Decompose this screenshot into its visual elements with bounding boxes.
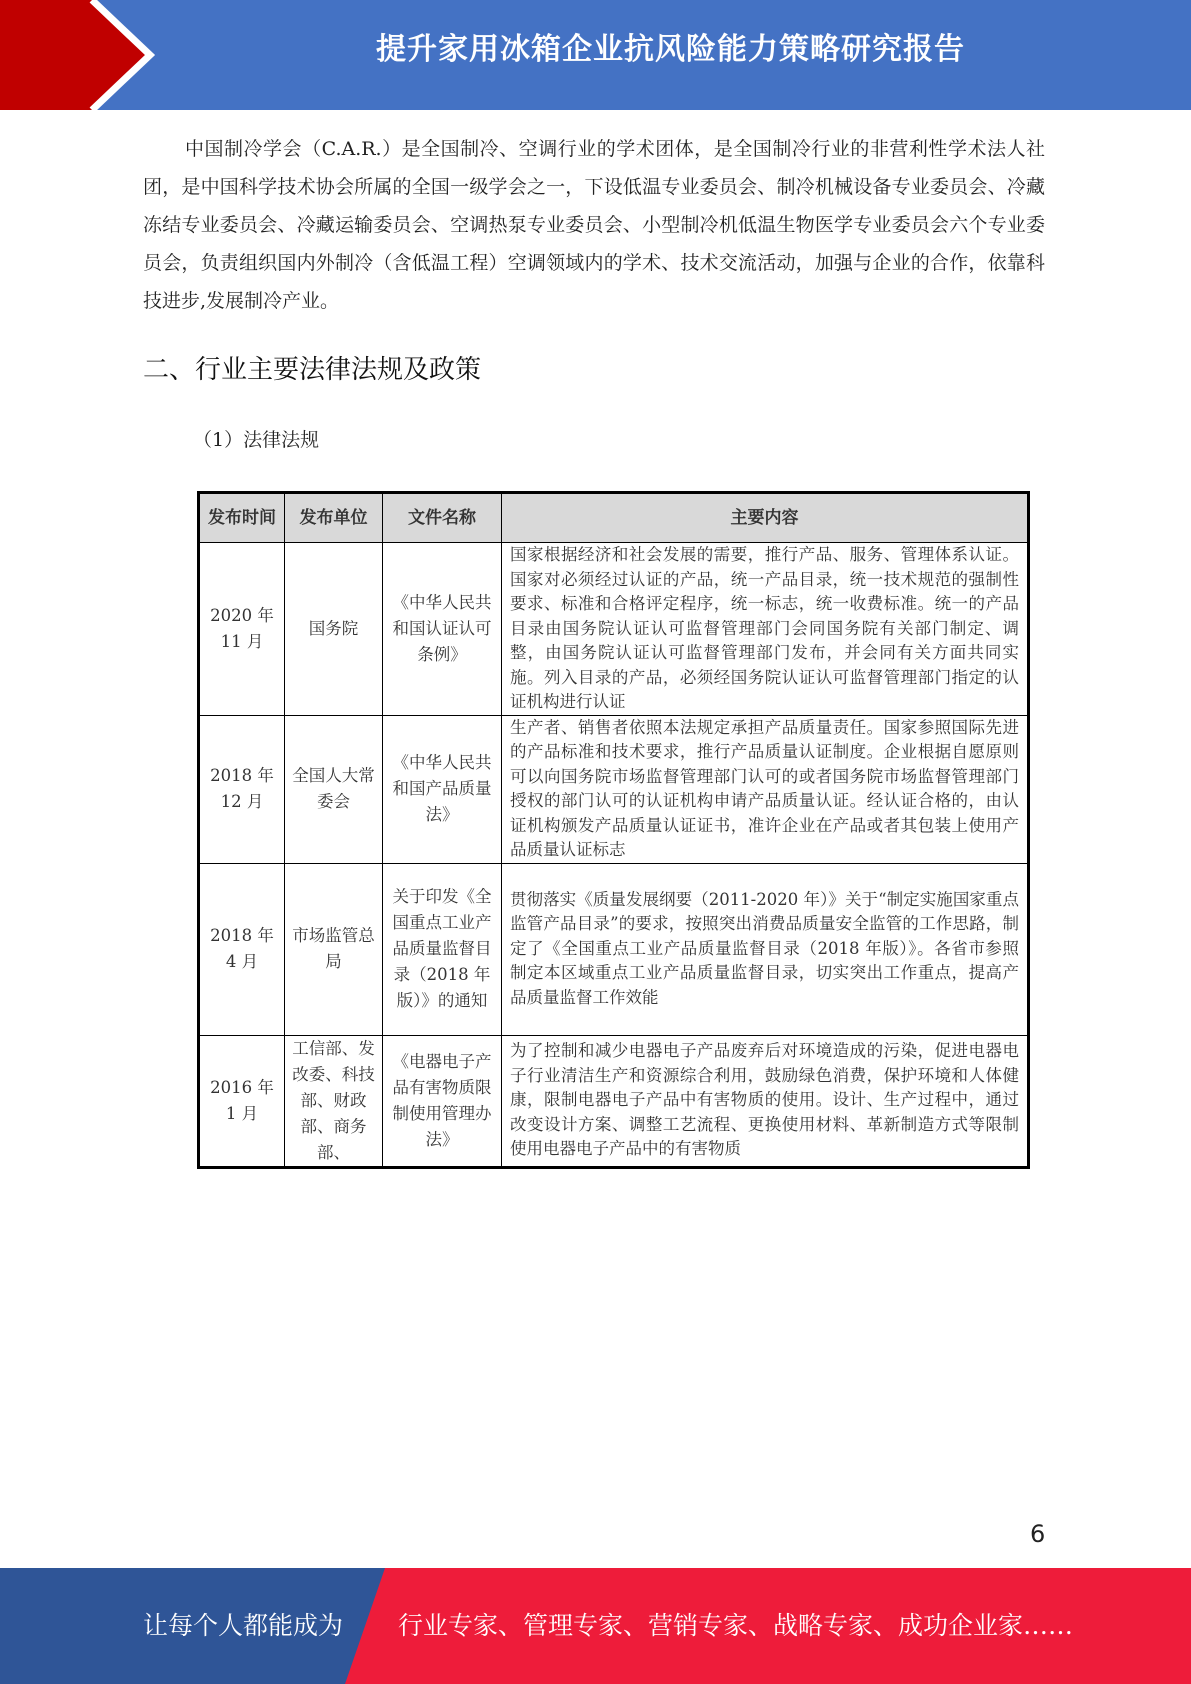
header-unit: 发布单位 xyxy=(285,493,383,543)
cell-content: 国家根据经济和社会发展的需要，推行产品、服务、管理体系认证。国家对必须经过认证的产品，统一产品目录，统一技术规范的强制性要求、标准和合格评定程序，统一标志，统一收费标准。统一的产品目录由国务院认证认可监督管理部门会同国务院有关部门制定、调整，由国务院认证认可监督管理部门发布，并会同有关方面共同实施。列入目录的产品，必须经国务院认证认可监督管理部门指定的认证机构进行认证 xyxy=(502,543,1029,716)
table-row xyxy=(199,863,1029,1035)
cell-time: 2020 年 11 月 xyxy=(199,543,285,716)
cell-unit: 全国人大常委会 xyxy=(285,715,383,863)
cell-unit: 国务院 xyxy=(285,543,383,716)
page-number: 6 xyxy=(1030,1520,1046,1548)
table-row xyxy=(199,715,1029,863)
table-row xyxy=(199,1035,1029,1167)
cell-time: 2018 年 12 月 xyxy=(199,715,285,863)
cell-name: 关于印发《全国重点工业产品质量监督目录（2018 年版）》的通知 xyxy=(383,863,502,1035)
report-title: 提升家用冰箱企业抗风险能力策略研究报告 xyxy=(376,32,965,67)
cell-name: 《中华人民共和国认证认可条例》 xyxy=(383,543,502,716)
section-heading: 二、行业主要法律法规及政策 xyxy=(143,355,482,385)
main-content xyxy=(143,130,1045,460)
page-footer xyxy=(0,1568,1191,1684)
intro-paragraph: 中国制冷学会（C.A.R.）是全国制冷、空调行业的学术团体，是全国制冷行业的非营利性学术法人社团，是中国科学技术协会所属的全国一级学会之一，下设低温专业委员会、制冷机械设备专业委员会、冷藏冻结专业委员会、冷藏运输委员会、空调热泵专业委员会、小型制冷机低温生物医学专业委员会六个专业委员会，负责组织国内外制冷（含低温工程）空调领域内的学术、技术交流活动，加强与企业的合作，依靠科技进步,发展制冷产业。 xyxy=(143,138,1045,312)
page-header xyxy=(0,0,1191,110)
cell-unit: 市场监管总局 xyxy=(285,863,383,1035)
header-content: 主要内容 xyxy=(502,493,1029,543)
header-time: 发布时间 xyxy=(199,493,285,543)
cell-name: 《中华人民共和国产品质量法》 xyxy=(383,715,502,863)
table-row xyxy=(199,543,1029,716)
subheading: （1）法律法规 xyxy=(193,429,320,451)
cell-content: 贯彻落实《质量发展纲要（2011-2020 年）》关于“制定实施国家重点监管产品目录”的要求，按照突出消费品质量安全监管的工作思路，制定了《全国重点工业产品质量监督目录（2018 年版）》。各省市参照制定本区域重点工业产品质量监督目录，切实突出工作重点，提高产品质量监督工作效能 xyxy=(502,863,1029,1035)
cell-unit: 工信部、发改委、科技部、财政部、商务部、 xyxy=(285,1035,383,1167)
laws-regulations-table xyxy=(197,491,1030,1169)
cell-time: 2016 年 1 月 xyxy=(199,1035,285,1167)
cell-content: 生产者、销售者依照本法规定承担产品质量责任。国家参照国际先进的产品标准和技术要求，推行产品质量认证制度。企业根据自愿原则可以向国务院市场监督管理部门认可的或者国务院市场监督管理部门授权的部门认可的认证机构申请产品质量认证。经认证合格的，由认证机构颁发产品质量认证证书，准许企业在产品或者其包装上使用产品质量认证标志 xyxy=(502,715,1029,863)
cell-content: 为了控制和减少电器电子产品废弃后对环境造成的污染，促进电器电子行业清洁生产和资源综合利用，鼓励绿色消费，保护环境和人体健康，限制电器电子产品中有害物质的使用。设计、生产过程中，通过改变设计方案、调整工艺流程、更换使用材料、革新制造方式等限制使用电器电子产品中的有害物质 xyxy=(502,1035,1029,1167)
cell-time: 2018 年 4 月 xyxy=(199,863,285,1035)
footer-slogan-right: 行业专家、管理专家、营销专家、战略专家、成功企业家…… xyxy=(398,1611,1074,1640)
cell-name: 《电器电子产品有害物质限制使用管理办法》 xyxy=(383,1035,502,1167)
footer-slogan-left: 让每个人都能成为 xyxy=(143,1611,344,1640)
header-name: 文件名称 xyxy=(383,493,502,543)
table-header-row xyxy=(199,493,1029,543)
